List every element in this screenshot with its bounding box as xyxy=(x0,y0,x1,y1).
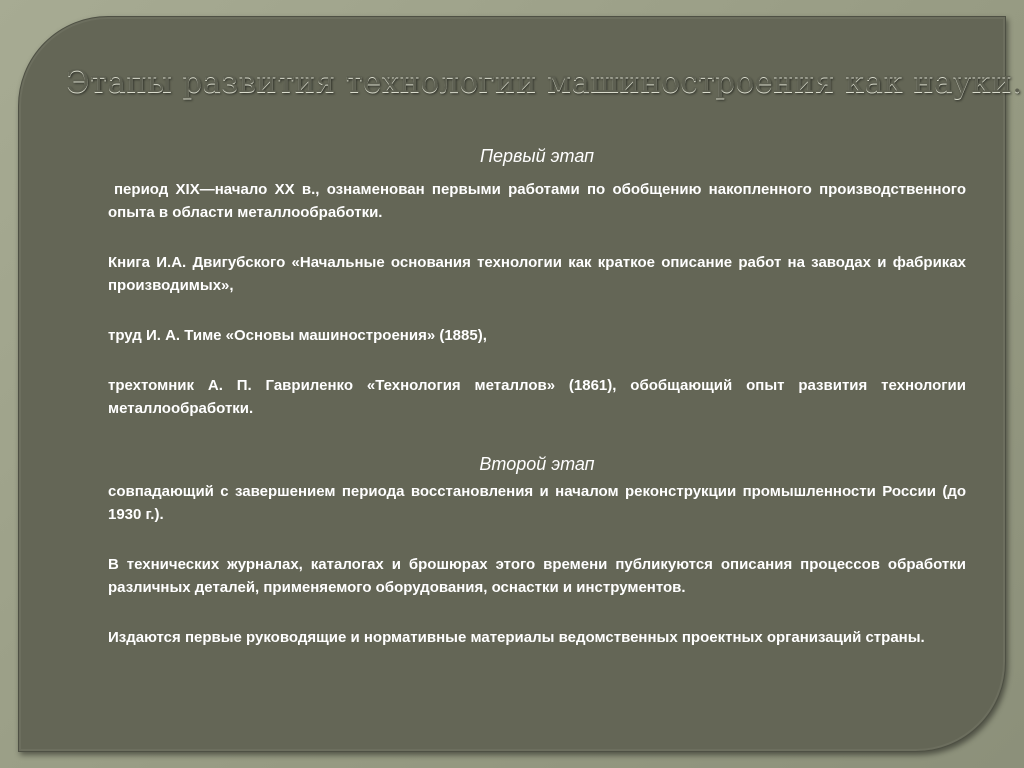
stage-2-paragraph: В технических журналах, каталогах и брошюрах этого времени публикуются описания процессов обработки различных деталей, применяемого оборудования, оснастки и инструментов. xyxy=(108,556,966,596)
stage-1-heading: Первый этап xyxy=(479,146,595,166)
stage-1-paragraph: трехтомник А. П. Гавриленко «Технология металлов» (1861), обобщающий опыт развития технологии металлообработки. xyxy=(108,377,966,417)
stage-1-paragraph: период XIX—начало XX в., ознаменован первыми работами по обобщению накопленного производственного опыта в области металлообработки. xyxy=(108,181,966,221)
slide-title: Этапы развития технологии машиностроения как науки. xyxy=(66,64,1023,100)
slide-content xyxy=(108,144,966,676)
stage-1-paragraph: труд И. А. Тиме «Основы машиностроения» (1885), xyxy=(108,327,487,344)
stage-2-paragraph: Издаются первые руководящие и нормативные материалы ведомственных проектных организаций страны. xyxy=(108,629,925,646)
stage-1-paragraph: Книга И.А. Двигубского «Начальные основания технологии как краткое описание работ на заводах и фабриках производимых», xyxy=(108,254,966,294)
stage-2-heading: Второй этап xyxy=(479,454,595,474)
stage-2-paragraph: совпадающий с завершением периода восстановления и началом реконструкции промышленности России (до 1930 г.). xyxy=(108,483,966,523)
